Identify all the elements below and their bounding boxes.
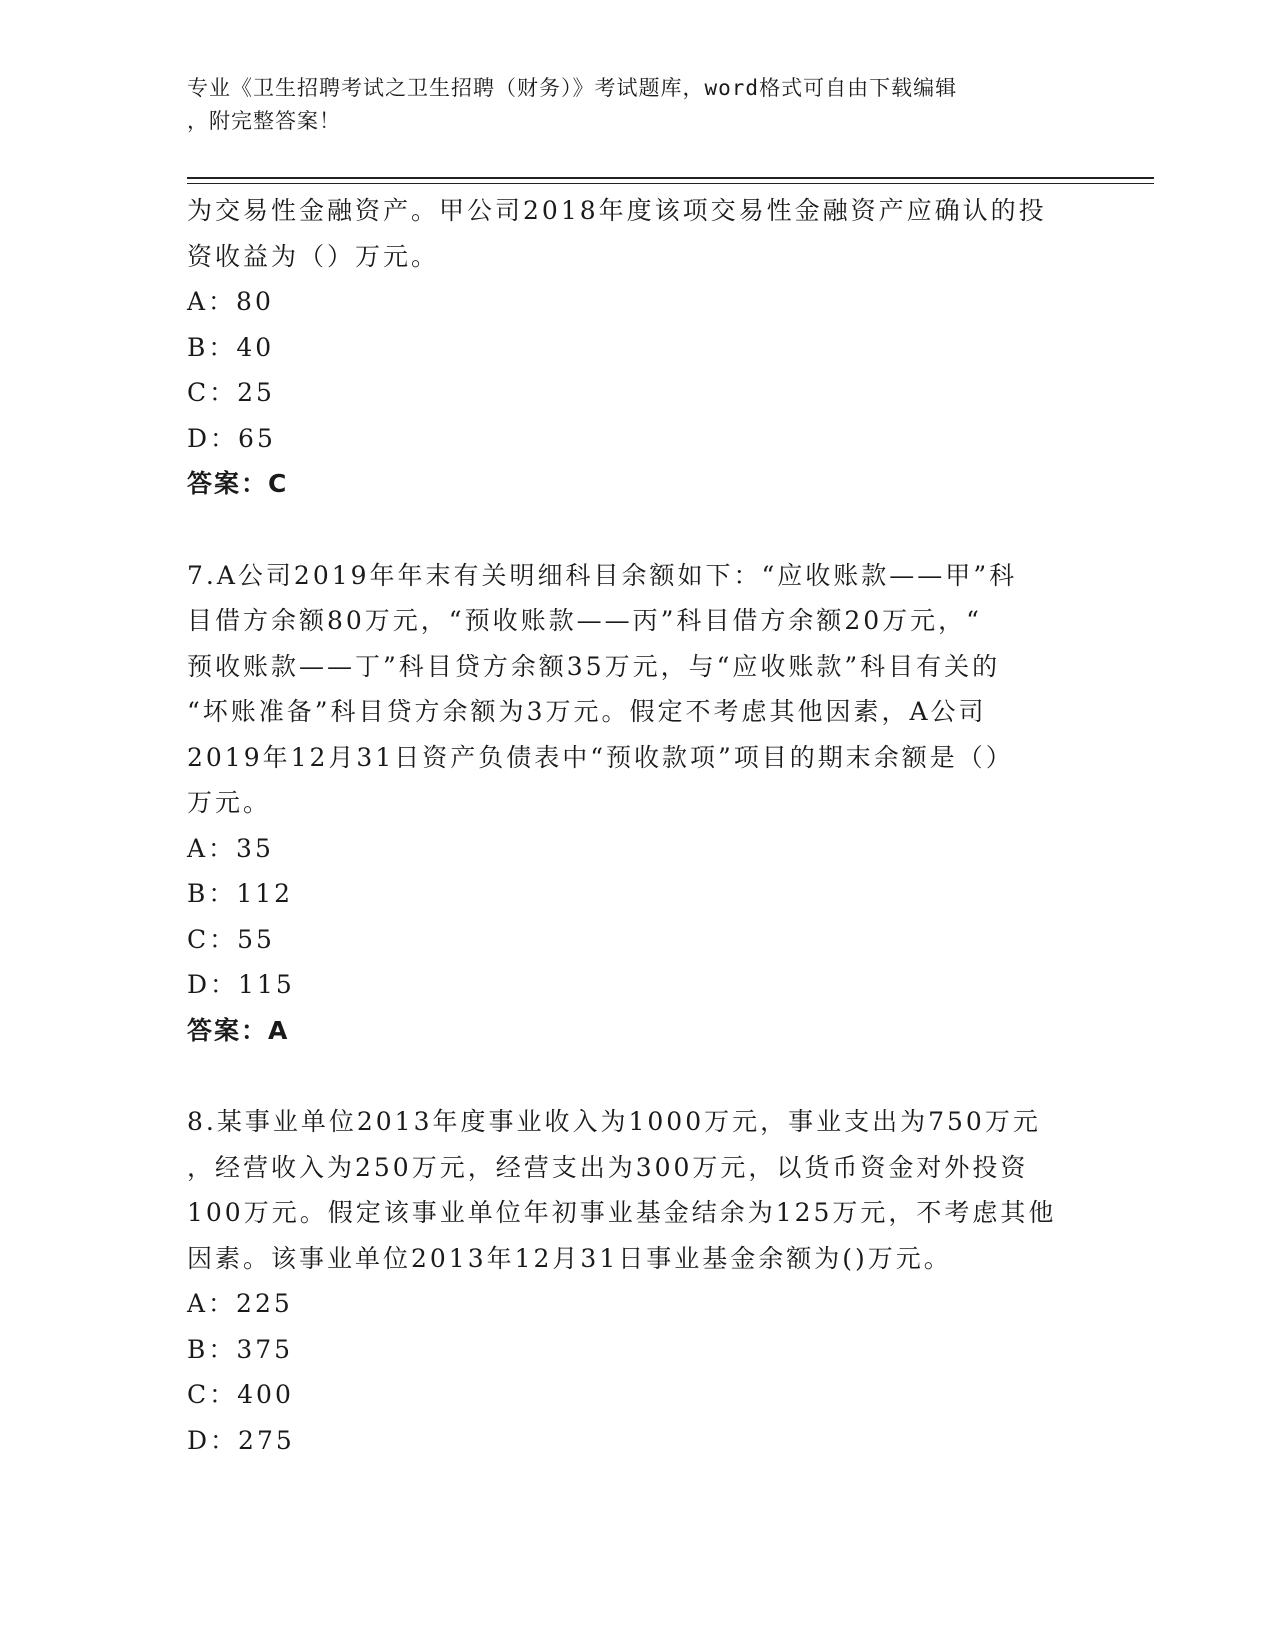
- option-a: A：225: [187, 1289, 293, 1318]
- question-text-line: 为交易性金融资产。甲公司2018年度该项交易性金融资产应确认的投: [187, 196, 1047, 225]
- header-line-2: ，附完整答案！: [187, 109, 341, 133]
- question-text-line: 因素。该事业单位2013年12月31日事业基金余额为()万元。: [187, 1243, 952, 1273]
- option-b: B：375: [187, 1334, 294, 1364]
- document-header: [187, 72, 1067, 138]
- question-8: [187, 1099, 1087, 1463]
- option-a: A：35: [187, 833, 274, 863]
- header-divider-thin: [187, 183, 1154, 184]
- option-c: C：55: [187, 924, 275, 954]
- spacer: [187, 1053, 1087, 1099]
- option-b: B：40: [187, 332, 275, 362]
- question-text-line: 万元。: [187, 788, 272, 817]
- option-d: D：115: [187, 970, 295, 999]
- answer-line: 答案：A: [187, 1015, 290, 1045]
- option-b: B：112: [187, 879, 294, 908]
- question-text-line: ，经营收入为250万元，经营支出为300万元，以货币资金对外投资: [187, 1152, 1029, 1182]
- header-line-1: 专业《卫生招聘考试之卫生招聘（财务）》考试题库，word格式可自由下载编辑: [187, 76, 958, 100]
- option-c: C：25: [187, 378, 275, 407]
- question-text-line: 预收账款——丁”科目贷方余额35万元，与“应收账款”科目有关的: [187, 651, 1001, 681]
- option-d: D：65: [187, 423, 276, 453]
- option-c: C：400: [187, 1380, 294, 1409]
- question-text-line: “坏账准备”科目贷方余额为3万元。假定不考虑其他因素，A公司: [187, 697, 987, 726]
- option-a: A：80: [187, 287, 274, 316]
- answer-line: 答案：C: [187, 469, 289, 498]
- question-text-line: 2019年12月31日资产负债表中“预收款项”项目的期末余额是（）: [187, 742, 1014, 772]
- question-text-line: 目借方余额80万元，“预收账款——丙”科目借方余额20万元，“: [187, 606, 982, 635]
- question-content: [187, 188, 1087, 1463]
- question-text-line: 100万元。假定该事业单位年初事业基金结余为125万元，不考虑其他: [187, 1198, 1057, 1227]
- question-7: [187, 553, 1087, 1054]
- question-text-line: 资收益为（）万元。: [187, 241, 440, 271]
- question-text-line: 7.A公司2019年年末有关明细科目余额如下：“应收账款——甲”科: [187, 560, 1018, 590]
- question-6: [187, 188, 1087, 507]
- header-divider-thick: [187, 177, 1154, 179]
- question-text-line: 8.某事业单位2013年度事业收入为1000万元，事业支出为750万元: [187, 1107, 1041, 1136]
- option-d: D：275: [187, 1425, 295, 1455]
- spacer: [187, 507, 1087, 553]
